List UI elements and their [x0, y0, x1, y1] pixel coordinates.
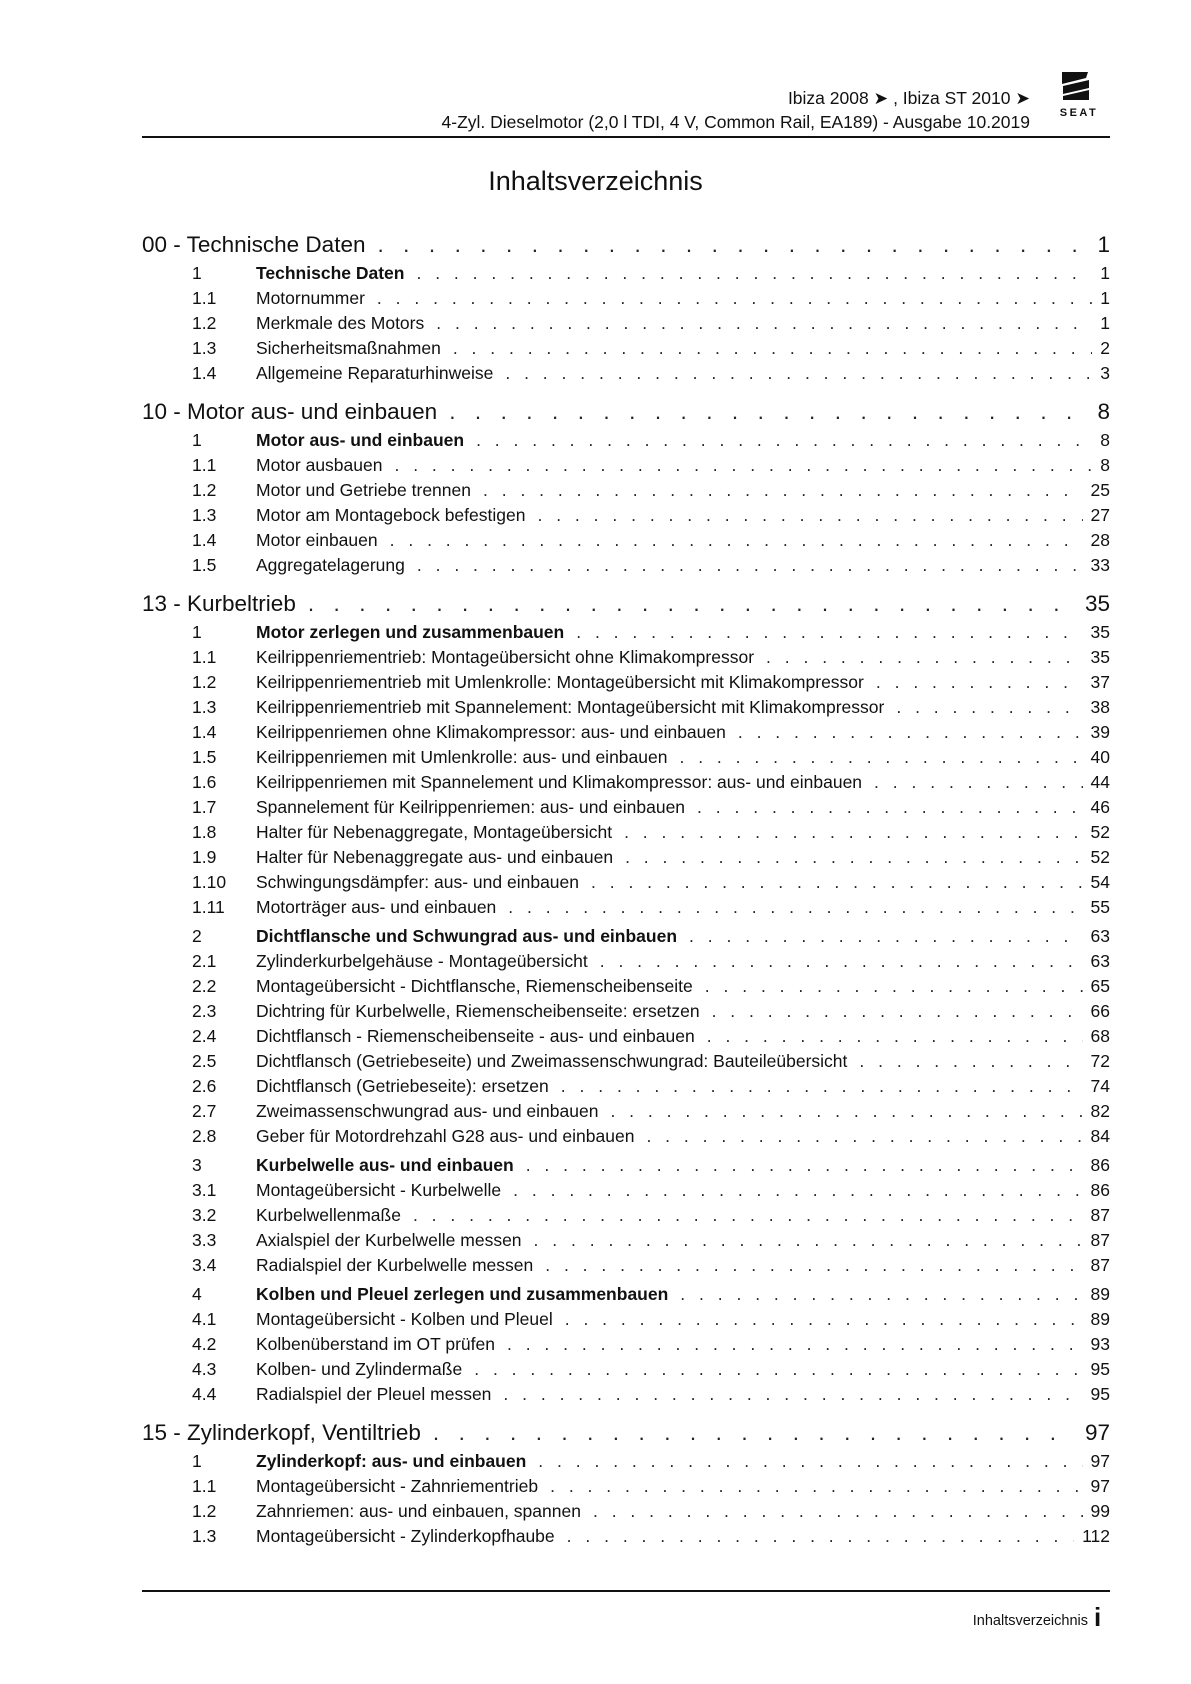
toc-entry-title: Montageübersicht - Zylinderkopfhaube — [256, 1526, 555, 1546]
toc-entry-title: Motor aus- und einbauen — [256, 430, 465, 450]
toc-entry-page: 33 — [1090, 555, 1110, 575]
toc-subsection[interactable] — [142, 1099, 1110, 1124]
toc-entry-title: Motor einbauen — [256, 530, 378, 550]
toc-entry-title: Kurbelwelle aus- und einbauen — [256, 1155, 514, 1175]
toc-subsection[interactable] — [142, 895, 1110, 920]
toc-subsection[interactable] — [142, 795, 1110, 820]
toc-subsection[interactable] — [142, 645, 1110, 670]
toc-entry-number: 1.2 — [192, 1501, 217, 1521]
toc-leader-dots — [738, 720, 1083, 745]
toc-entry-page: 66 — [1090, 1001, 1110, 1021]
toc-leader-dots — [449, 395, 1089, 428]
toc-entry-page: 1 — [1100, 288, 1110, 308]
toc-entry-number: 4.1 — [192, 1309, 217, 1329]
toc-entry-title: Keilrippenriemen ohne Klimakompressor: aus- und einbauen — [256, 722, 726, 742]
toc-entry-page: 86 — [1090, 1155, 1110, 1175]
toc-subsection[interactable] — [142, 1332, 1110, 1357]
toc-leader-dots — [538, 1449, 1082, 1474]
toc-entry-number: 1.4 — [192, 530, 217, 550]
toc-entry-number: 1.2 — [192, 480, 217, 500]
toc-entry-title: Kolben- und Zylindermaße — [256, 1359, 463, 1379]
toc-subsection[interactable] — [142, 949, 1110, 974]
toc-leader-dots — [413, 1203, 1083, 1228]
toc-entry-number: 3.4 — [192, 1255, 217, 1275]
toc-subsection[interactable] — [142, 1524, 1110, 1549]
toc-subsection[interactable] — [142, 336, 1110, 361]
toc-entry-number: 1.2 — [192, 313, 217, 333]
toc-entry-page: 95 — [1090, 1359, 1110, 1379]
toc-leader-dots — [874, 770, 1082, 795]
toc-entry-page: 65 — [1090, 976, 1110, 996]
toc-leader-dots — [859, 1049, 1082, 1074]
toc-entry-title: Montageübersicht - Kurbelwelle — [256, 1180, 502, 1200]
toc-subsection[interactable] — [142, 528, 1110, 553]
toc-entry-page: 38 — [1090, 697, 1110, 717]
toc-entry-title: Merkmale des Motors — [256, 313, 425, 333]
toc-section[interactable] — [142, 1153, 1110, 1178]
toc-entry-number: 1 — [192, 622, 202, 642]
toc-entry-number: 1.5 — [192, 747, 217, 767]
toc-entry-page: 52 — [1090, 847, 1110, 867]
toc-chapter-title: 10 - Motor aus- und einbauen — [142, 399, 438, 424]
toc-subsection[interactable] — [142, 553, 1110, 578]
toc-entry-number: 1.9 — [192, 847, 217, 867]
toc-entry-title: Technische Daten — [256, 263, 405, 283]
toc-leader-dots — [876, 670, 1083, 695]
toc-entry-page: 89 — [1090, 1309, 1110, 1329]
toc-leader-dots — [561, 1074, 1083, 1099]
toc-entry-number: 2.8 — [192, 1126, 217, 1146]
footer-section-label: Inhaltsverzeichnis — [972, 1613, 1088, 1629]
toc-entry-number: 1.3 — [192, 1526, 217, 1546]
toc-entry-title: Dichtflansche und Schwungrad aus- und einbauen — [256, 926, 678, 946]
toc-entry-title: Montageübersicht - Zahnriementrieb — [256, 1476, 539, 1496]
toc-entry-title: Keilrippenriementrieb mit Spannelement: Montageübersicht mit Klimakompressor — [256, 697, 885, 717]
toc-section[interactable] — [142, 261, 1110, 286]
toc-section[interactable] — [142, 1282, 1110, 1307]
toc-entry-page: 44 — [1090, 772, 1110, 792]
toc-entry-title: Kurbelwellenmaße — [256, 1205, 401, 1225]
toc-entry-page: 84 — [1090, 1126, 1110, 1146]
toc-entry-title: Dichtflansch (Getriebeseite): ersetzen — [256, 1076, 549, 1096]
toc-entry-number: 1 — [192, 263, 202, 283]
toc-entry-page: 89 — [1090, 1284, 1110, 1304]
toc-entry-number: 2.1 — [192, 951, 217, 971]
toc-subsection[interactable] — [142, 361, 1110, 386]
table-of-contents — [142, 228, 1110, 1549]
toc-leader-dots — [453, 336, 1092, 361]
toc-leader-dots — [537, 503, 1082, 528]
toc-chapter-title: 00 - Technische Daten — [142, 232, 366, 257]
seat-logo-text: SEAT — [1059, 107, 1099, 119]
toc-entry-page: 87 — [1090, 1255, 1110, 1275]
toc-entry-title: Keilrippenriementrieb mit Umlenkrolle: Montageübersicht mit Klimakompressor — [256, 672, 864, 692]
toc-subsection[interactable] — [142, 1074, 1110, 1099]
toc-entry-number: 1.3 — [192, 697, 217, 717]
toc-leader-dots — [679, 745, 1082, 770]
toc-entry-title: Kolben und Pleuel zerlegen und zusammenbauen — [256, 1284, 669, 1304]
toc-entry-number: 1.7 — [192, 797, 217, 817]
toc-entry-title: Dichtflansch - Riemenscheibenseite - aus- und einbauen — [256, 1026, 695, 1046]
toc-entry-number: 3.1 — [192, 1180, 217, 1200]
toc-entry-page: 95 — [1090, 1384, 1110, 1404]
toc-entry-title: Zylinderkurbelgehäuse - Montageübersicht — [256, 951, 588, 971]
toc-entry-title: Spannelement für Keilrippenriemen: aus- und einbauen — [256, 797, 686, 817]
toc-leader-dots — [707, 1024, 1083, 1049]
toc-section[interactable] — [142, 620, 1110, 645]
toc-entry-title: Radialspiel der Kurbelwelle messen — [256, 1255, 534, 1275]
toc-entry-number: 1.3 — [192, 505, 217, 525]
toc-subsection[interactable] — [142, 1307, 1110, 1332]
toc-leader-dots — [377, 228, 1089, 261]
toc-entry-number: 1 — [192, 430, 202, 450]
toc-section[interactable] — [142, 428, 1110, 453]
toc-entry-number: 1.3 — [192, 338, 217, 358]
toc-subsection[interactable] — [142, 453, 1110, 478]
toc-chapter-title: 13 - Kurbeltrieb — [142, 591, 296, 616]
toc-leader-dots — [308, 587, 1077, 620]
toc-entry-number: 2.4 — [192, 1026, 217, 1046]
toc-subsection[interactable] — [142, 478, 1110, 503]
toc-entry-page: 99 — [1090, 1501, 1110, 1521]
toc-entry-number: 2.7 — [192, 1101, 217, 1121]
toc-entry-number: 1.8 — [192, 822, 217, 842]
toc-leader-dots — [646, 1124, 1082, 1149]
toc-entry-number: 1.1 — [192, 647, 217, 667]
toc-chapter[interactable] — [142, 587, 1110, 620]
toc-entry-number: 1.6 — [192, 772, 217, 792]
toc-chapter-page: 1 — [1097, 232, 1110, 257]
toc-entry-number: 2.6 — [192, 1076, 217, 1096]
page-title: Inhaltsverzeichnis — [488, 166, 703, 196]
toc-subsection[interactable] — [142, 820, 1110, 845]
toc-entry-page: 35 — [1090, 622, 1110, 642]
header-divider — [142, 136, 1110, 138]
toc-leader-dots — [416, 261, 1092, 286]
toc-leader-dots — [483, 478, 1083, 503]
toc-entry-page: 63 — [1090, 926, 1110, 946]
toc-section[interactable] — [142, 1449, 1110, 1474]
toc-leader-dots — [436, 311, 1092, 336]
toc-entry-page: 28 — [1090, 530, 1110, 550]
toc-leader-dots — [600, 949, 1083, 974]
toc-leader-dots — [591, 870, 1083, 895]
toc-entry-page: 35 — [1090, 647, 1110, 667]
toc-entry-page: 82 — [1090, 1101, 1110, 1121]
toc-entry-number: 1.5 — [192, 555, 217, 575]
toc-leader-dots — [377, 286, 1092, 311]
toc-leader-dots — [417, 553, 1083, 578]
toc-subsection[interactable] — [142, 1382, 1110, 1407]
toc-subsection[interactable] — [142, 1024, 1110, 1049]
toc-entry-page: 2 — [1100, 338, 1110, 358]
toc-leader-dots — [593, 1499, 1083, 1524]
toc-entry-title: Halter für Nebenaggregate, Montageübersicht — [256, 822, 613, 842]
toc-subsection[interactable] — [142, 745, 1110, 770]
toc-entry-page: 68 — [1090, 1026, 1110, 1046]
toc-subsection[interactable] — [142, 1203, 1110, 1228]
toc-leader-dots — [433, 1416, 1077, 1449]
toc-entry-title: Motor ausbauen — [256, 455, 383, 475]
toc-chapter-page: 35 — [1084, 591, 1110, 616]
toc-entry-number: 1 — [192, 1451, 202, 1471]
toc-leader-dots — [697, 795, 1082, 820]
toc-entry-title: Keilrippenriementrieb: Montageübersicht ohne Klimakompressor — [256, 647, 755, 667]
toc-entry-title: Motor zerlegen und zusammenbauen — [256, 622, 565, 642]
toc-leader-dots — [624, 820, 1082, 845]
toc-chapter[interactable] — [142, 228, 1110, 261]
toc-subsection[interactable] — [142, 1253, 1110, 1278]
toc-entry-number: 2.3 — [192, 1001, 217, 1021]
toc-entry-number: 1.1 — [192, 1476, 217, 1496]
toc-subsection[interactable] — [142, 720, 1110, 745]
toc-entry-page: 46 — [1090, 797, 1110, 817]
toc-entry-title: Motor und Getriebe trennen — [256, 480, 471, 500]
toc-chapter[interactable] — [142, 1416, 1110, 1449]
header-model-line: Ibiza 2008 ➤ , Ibiza ST 2010 ➤ — [787, 88, 1030, 108]
toc-entry-title: Allgemeine Reparaturhinweise — [256, 363, 494, 383]
footer-page-number: i — [1094, 1602, 1102, 1632]
footer-divider — [142, 1590, 1110, 1592]
toc-entry-title: Axialspiel der Kurbelwelle messen — [256, 1230, 522, 1250]
seat-logo-icon — [1048, 70, 1110, 120]
toc-entry-number: 4.3 — [192, 1359, 217, 1379]
toc-entry-number: 3 — [192, 1155, 202, 1175]
toc-entry-number: 3.2 — [192, 1205, 217, 1225]
toc-entry-title: Radialspiel der Pleuel messen — [256, 1384, 492, 1404]
toc-entry-number: 1.4 — [192, 363, 217, 383]
toc-entry-page: 37 — [1090, 672, 1110, 692]
toc-leader-dots — [507, 1332, 1083, 1357]
toc-entry-page: 27 — [1090, 505, 1110, 525]
toc-section[interactable] — [142, 924, 1110, 949]
toc-leader-dots — [610, 1099, 1082, 1124]
toc-leader-dots — [565, 1307, 1083, 1332]
toc-entry-title: Keilrippenriemen mit Spannelement und Klimakompressor: aus- und einbauen — [256, 772, 863, 792]
toc-entry-title: Schwingungsdämpfer: aus- und einbauen — [256, 872, 579, 892]
toc-subsection[interactable] — [142, 845, 1110, 870]
toc-subsection[interactable] — [142, 286, 1110, 311]
toc-leader-dots — [550, 1474, 1082, 1499]
toc-entry-title: Geber für Motordrehzahl G28 aus- und einbauen — [256, 1126, 635, 1146]
toc-entry-number: 1.10 — [192, 872, 227, 892]
toc-entry-page: 63 — [1090, 951, 1110, 971]
toc-entry-page: 39 — [1090, 722, 1110, 742]
toc-entry-number: 3.3 — [192, 1230, 217, 1250]
toc-subsection[interactable] — [142, 1178, 1110, 1203]
toc-entry-title: Zweimassenschwungrad aus- und einbauen — [256, 1101, 599, 1121]
toc-leader-dots — [513, 1178, 1082, 1203]
toc-entry-page: 25 — [1090, 480, 1110, 500]
toc-entry-title: Halter für Nebenaggregate aus- und einbauen — [256, 847, 614, 867]
toc-subsection[interactable] — [142, 870, 1110, 895]
toc-leader-dots — [526, 1153, 1083, 1178]
toc-leader-dots — [567, 1524, 1074, 1549]
toc-leader-dots — [712, 999, 1083, 1024]
toc-leader-dots — [680, 1282, 1082, 1307]
toc-subsection[interactable] — [142, 1124, 1110, 1149]
toc-subsection[interactable] — [142, 503, 1110, 528]
toc-entry-number: 2.5 — [192, 1051, 217, 1071]
toc-entry-page: 8 — [1100, 455, 1110, 475]
toc-chapter-title: 15 - Zylinderkopf, Ventiltrieb — [142, 1420, 421, 1445]
header-engine-line: 4-Zyl. Dieselmotor (2,0 l TDI, 4 V, Common Rail, EA189) - Ausgabe 10.2019 — [441, 112, 1030, 132]
toc-entry-page: 8 — [1100, 430, 1110, 450]
toc-entry-page: 93 — [1090, 1334, 1110, 1354]
toc-entry-number: 1.4 — [192, 722, 217, 742]
toc-entry-title: Keilrippenriemen mit Umlenkrolle: aus- und einbauen — [256, 747, 668, 767]
toc-entry-title: Zahnriemen: aus- und einbauen, spannen — [256, 1501, 581, 1521]
toc-entry-number: 4.4 — [192, 1384, 217, 1404]
toc-entry-title: Montageübersicht - Dichtflansche, Riemenscheibenseite — [256, 976, 693, 996]
toc-leader-dots — [508, 895, 1082, 920]
toc-leader-dots — [545, 1253, 1082, 1278]
toc-entry-page: 86 — [1090, 1180, 1110, 1200]
toc-subsection[interactable] — [142, 974, 1110, 999]
toc-entry-page: 87 — [1090, 1205, 1110, 1225]
toc-leader-dots — [766, 645, 1083, 670]
toc-chapter[interactable] — [142, 395, 1110, 428]
toc-leader-dots — [534, 1228, 1083, 1253]
toc-entry-number: 4 — [192, 1284, 202, 1304]
toc-entry-page: 54 — [1090, 872, 1110, 892]
toc-entry-page: 3 — [1100, 363, 1110, 383]
toc-leader-dots — [394, 453, 1092, 478]
toc-subsection[interactable] — [142, 670, 1110, 695]
toc-entry-number: 2 — [192, 926, 202, 946]
toc-subsection[interactable] — [142, 1499, 1110, 1524]
toc-subsection[interactable] — [142, 695, 1110, 720]
toc-entry-number: 4.2 — [192, 1334, 217, 1354]
toc-entry-title: Motorträger aus- und einbauen — [256, 897, 497, 917]
toc-entry-number: 1.1 — [192, 288, 217, 308]
toc-entry-page: 97 — [1090, 1451, 1110, 1471]
toc-entry-number: 1.2 — [192, 672, 217, 692]
toc-leader-dots — [505, 361, 1092, 386]
toc-subsection[interactable] — [142, 770, 1110, 795]
toc-leader-dots — [576, 620, 1082, 645]
toc-entry-page: 40 — [1090, 747, 1110, 767]
toc-entry-page: 97 — [1090, 1476, 1110, 1496]
toc-leader-dots — [390, 528, 1083, 553]
toc-chapter-page: 8 — [1097, 399, 1110, 424]
toc-subsection[interactable] — [142, 1357, 1110, 1382]
toc-leader-dots — [896, 695, 1082, 720]
toc-leader-dots — [503, 1382, 1082, 1407]
toc-leader-dots — [474, 1357, 1082, 1382]
toc-entry-title: Sicherheitsmaßnahmen — [256, 338, 441, 358]
toc-subsection[interactable] — [142, 1049, 1110, 1074]
toc-entry-number: 1.1 — [192, 455, 217, 475]
toc-entry-title: Dichtring für Kurbelwelle, Riemenscheibenseite: ersetzen — [256, 1001, 700, 1021]
toc-entry-title: Kolbenüberstand im OT prüfen — [256, 1334, 495, 1354]
toc-chapter-page: 97 — [1084, 1420, 1110, 1445]
toc-entry-number: 2.2 — [192, 976, 217, 996]
toc-leader-dots — [476, 428, 1092, 453]
toc-entry-page: 1 — [1100, 313, 1110, 333]
toc-entry-title: Dichtflansch (Getriebeseite) und Zweimassenschwungrad: Bauteileübersicht — [256, 1051, 848, 1071]
toc-entry-number: 1.11 — [192, 897, 225, 917]
toc-subsection[interactable] — [142, 311, 1110, 336]
toc-leader-dots — [705, 974, 1083, 999]
toc-subsection[interactable] — [142, 1228, 1110, 1253]
toc-subsection[interactable] — [142, 999, 1110, 1024]
toc-leader-dots — [625, 845, 1082, 870]
toc-entry-page: 112 — [1082, 1526, 1110, 1546]
toc-entry-title: Zylinderkopf: aus- und einbauen — [256, 1451, 527, 1471]
toc-entry-page: 87 — [1090, 1230, 1110, 1250]
toc-entry-title: Montageübersicht - Kolben und Pleuel — [256, 1309, 553, 1329]
toc-leader-dots — [689, 924, 1083, 949]
toc-entry-page: 1 — [1100, 263, 1110, 283]
toc-entry-title: Aggregatelagerung — [256, 555, 405, 575]
toc-entry-page: 74 — [1090, 1076, 1110, 1096]
toc-subsection[interactable] — [142, 1474, 1110, 1499]
toc-entry-title: Motornummer — [256, 288, 365, 308]
toc-entry-page: 72 — [1090, 1051, 1110, 1071]
toc-entry-page: 52 — [1090, 822, 1110, 842]
toc-entry-title: Motor am Montagebock befestigen — [256, 505, 526, 525]
toc-entry-page: 55 — [1090, 897, 1110, 917]
document-header — [142, 86, 1030, 134]
